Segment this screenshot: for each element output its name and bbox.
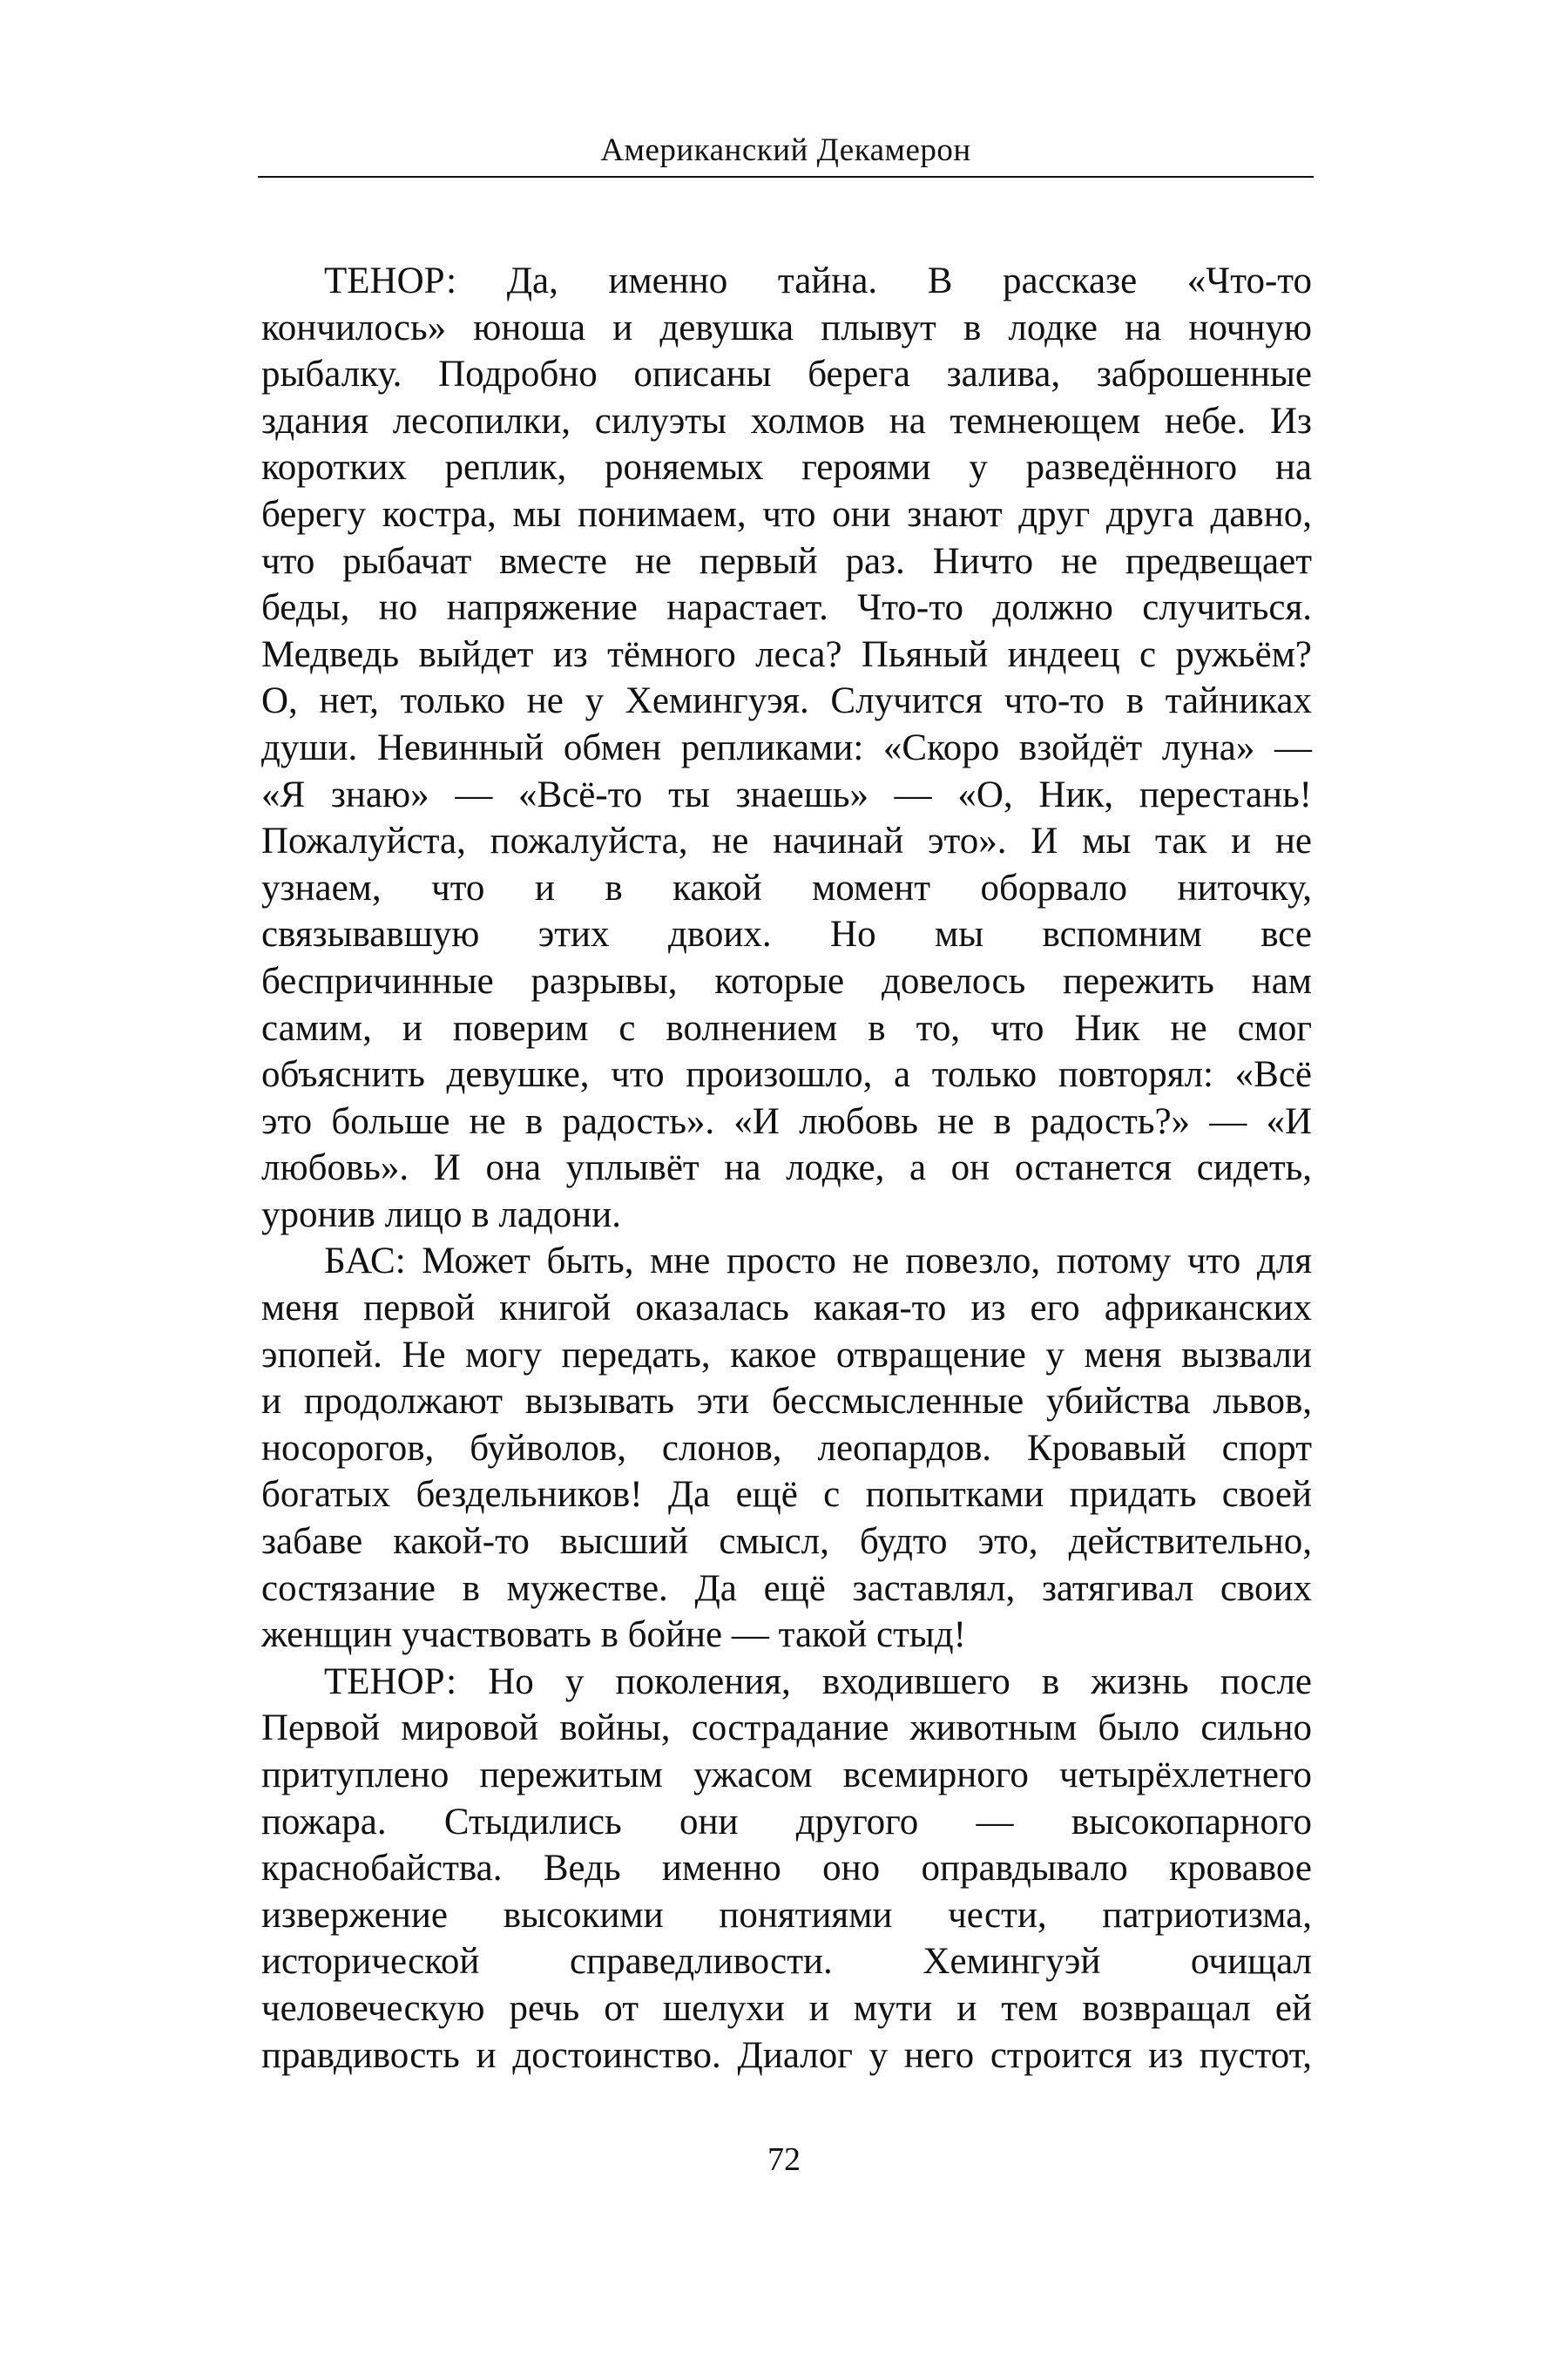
text-line: и продолжают вызывать эти бессмысленные убийства львов, <box>261 1381 1312 1423</box>
text-line: Первой мировой войны, сострадание животным было сильно <box>261 1707 1312 1749</box>
running-header-title: Американский Декамерон <box>600 132 971 168</box>
body-text <box>261 258 1312 2079</box>
text-line: объяснить девушке, что произошло, а только повторял: «Всё <box>261 1054 1312 1096</box>
text-line: кончилось» юноша и девушка плывут в лодке на ночную <box>261 307 1312 348</box>
text-line: Пожалуйста, пожалуйста, не начинай это». И мы так и не <box>261 821 1312 862</box>
text-line: богатых бездельников! Да ещё с попытками придать своей <box>261 1474 1312 1516</box>
text-line: забаве какой-то высший смысл, будто это, действительно, <box>261 1521 1312 1563</box>
text-line: коротких реплик, роняемых героями у разведённого на <box>261 447 1312 489</box>
text-line: «Я знаю» — «Всё-то ты знаешь» — «О, Ник, перестань! <box>261 774 1312 815</box>
text-line: правдивость и достоинство. Диалог у него строится из пустот, <box>261 2034 1312 2076</box>
text-line: беспричинные разрывы, которые довелось пережить нам <box>261 960 1312 1002</box>
text-line: извержение высокими понятиями чести, патриотизма, <box>261 1894 1312 1936</box>
text-line: здания лесопилки, силуэты холмов на темнеющем небе. Из <box>261 400 1312 442</box>
text-line: меня первой книгой оказалась какая-то из его африканских <box>261 1288 1312 1329</box>
text-line: состязание в мужестве. Да ещё заставлял, затягивал своих <box>261 1567 1312 1609</box>
text-line: уронив лицо в ладони. <box>261 1193 622 1235</box>
text-line: ТЕНОР: Да, именно тайна. В рассказе «Что-то <box>324 260 1312 301</box>
text-line: ТЕНОР: Но у поколения, входившего в жизнь после <box>324 1660 1312 1702</box>
text-line: Медведь выйдет из тёмного леса? Пьяный индеец с ружьём? <box>261 633 1312 675</box>
text-line: самим, и поверим с волнением в то, что Ник не смог <box>261 1007 1312 1049</box>
text-line: БАС: Может быть, мне просто не повезло, потому что для <box>324 1241 1312 1282</box>
header-rule <box>258 176 1314 178</box>
text-line: носорогов, буйволов, слонов, леопардов. Кровавый спорт <box>261 1427 1312 1469</box>
text-line: краснобайства. Ведь именно оно оправдывало кровавое <box>261 1848 1312 1890</box>
text-line: человеческую речь от шелухи и мути и тем возвращал ей <box>261 1987 1312 2029</box>
text-line: исторической справедливости. Хемингуэй очищал <box>261 1941 1312 1983</box>
text-line: любовь». И она уплывёт на лодке, а он останется сидеть, <box>261 1147 1312 1189</box>
page-number: 72 <box>767 2141 801 2178</box>
text-line: О, нет, только не у Хемингуэя. Случится что-то в тайниках <box>261 680 1312 722</box>
text-line: берегу костра, мы понимаем, что они знают друг друга давно, <box>261 493 1312 535</box>
text-line: женщин участвовать в бойне — такой стыд! <box>261 1614 966 1656</box>
text-line: узнаем, что и в какой момент оборвало ниточку, <box>261 867 1312 909</box>
text-line: эпопей. Не могу передать, какое отвращение у меня вызвали <box>261 1334 1312 1376</box>
text-line: рыбалку. Подробно описаны берега залива, заброшенные <box>261 354 1312 396</box>
text-line: связывавшую этих двоих. Но мы вспомним все <box>261 914 1312 956</box>
text-line: притуплено пережитым ужасом всемирного четырёхлетнего <box>261 1755 1312 1795</box>
text-line: пожара. Стыдились они другого — высокопарного <box>261 1801 1312 1843</box>
text-line: это больше не в радость». «И любовь не в радость?» — «И <box>261 1100 1312 1142</box>
text-line: беды, но напряжение нарастает. Что-то должно случиться. <box>261 587 1312 629</box>
text-line: что рыбачат вместе не первый раз. Ничто не предвещает <box>261 540 1312 582</box>
text-line: души. Невинный обмен репликами: «Скоро взойдёт луна» — <box>261 727 1312 768</box>
